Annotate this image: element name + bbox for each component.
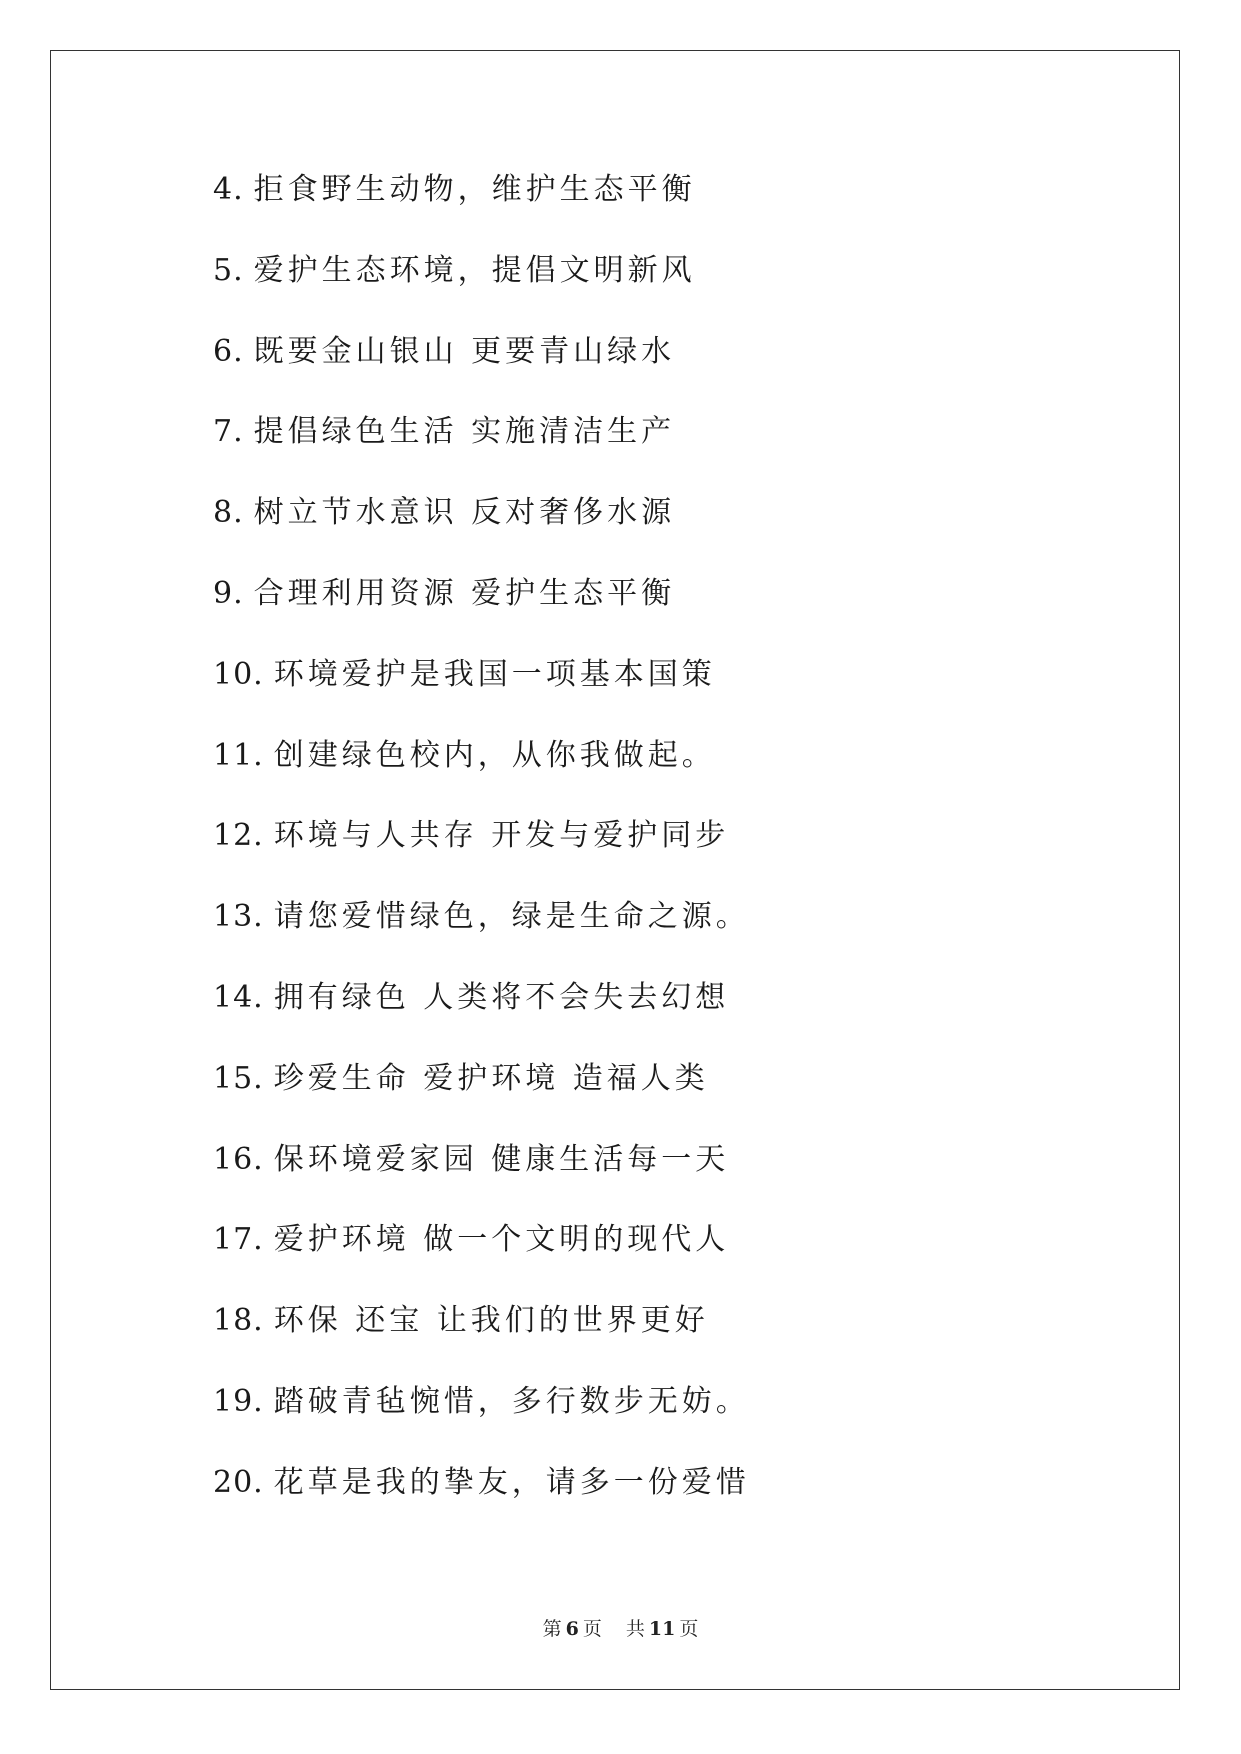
item-number: 5. — [213, 252, 244, 288]
item-text: 珍爱生命 爱护环境 造福人类 — [273, 1060, 709, 1096]
item-number: 4. — [213, 172, 244, 207]
slogan-item-6 — [213, 330, 750, 411]
item-number: 8. — [213, 495, 244, 531]
total-suffix: 页 — [679, 1618, 699, 1640]
item-number: 16. — [213, 1141, 264, 1177]
slogan-item-7 — [213, 410, 750, 491]
item-text: 环境与人共存 开发与爱护同步 — [273, 818, 730, 854]
slogan-item-15 — [213, 1057, 750, 1138]
item-number: 7. — [213, 414, 244, 450]
item-number: 11. — [213, 737, 264, 773]
item-text: 拒食野生动物，维护生态平衡 — [253, 172, 696, 207]
item-text: 保环境爱家园 健康生活每一天 — [273, 1141, 730, 1177]
item-text: 踏破青毡惋惜，多行数步无妨。 — [273, 1383, 750, 1419]
item-number: 14. — [213, 979, 264, 1015]
item-text: 既要金山银山 更要青山绿水 — [253, 333, 676, 369]
slogan-item-18 — [213, 1299, 750, 1380]
page-current: 6 — [565, 1618, 579, 1640]
item-text: 拥有绿色 人类将不会失去幻想 — [273, 979, 730, 1015]
page-total: 11 — [648, 1618, 676, 1640]
slogan-item-13 — [213, 895, 750, 976]
item-text: 合理利用资源 爱护生态平衡 — [253, 575, 676, 611]
slogan-item-4 — [213, 168, 750, 249]
slogan-item-8 — [213, 491, 750, 572]
slogan-item-14 — [213, 976, 750, 1057]
item-number: 19. — [213, 1383, 264, 1419]
item-text: 爱护环境 做一个文明的现代人 — [273, 1222, 730, 1258]
item-text: 爱护生态环境，提倡文明新风 — [253, 252, 696, 288]
item-number: 13. — [213, 899, 264, 935]
item-text: 请您爱惜绿色，绿是生命之源。 — [273, 899, 750, 935]
item-text: 创建绿色校内，从你我做起。 — [273, 737, 716, 773]
slogan-item-17 — [213, 1218, 750, 1299]
item-number: 9. — [213, 575, 244, 611]
item-number: 12. — [213, 818, 264, 854]
item-text: 环保 还宝 让我们的世界更好 — [273, 1303, 709, 1339]
item-text: 树立节水意识 反对奢侈水源 — [253, 495, 676, 531]
total-prefix: 共 — [625, 1618, 645, 1640]
slogan-item-12 — [213, 814, 750, 895]
item-number: 10. — [213, 656, 264, 692]
slogan-item-16 — [213, 1138, 750, 1219]
item-text: 花草是我的挚友，请多一份爱惜 — [273, 1464, 750, 1500]
slogan-item-11 — [213, 734, 750, 815]
slogan-item-20 — [213, 1461, 750, 1542]
page-suffix: 页 — [582, 1618, 602, 1640]
slogan-item-10 — [213, 653, 750, 734]
page-prefix: 第 — [542, 1618, 562, 1640]
item-number: 6. — [213, 333, 244, 369]
item-number: 15. — [213, 1060, 264, 1096]
slogan-item-5 — [213, 249, 750, 330]
page-footer — [0, 1614, 1241, 1641]
item-text: 环境爱护是我国一项基本国策 — [273, 656, 716, 692]
item-number: 17. — [213, 1222, 264, 1258]
slogan-item-19 — [213, 1380, 750, 1461]
item-number: 20. — [213, 1464, 264, 1500]
slogan-list — [213, 168, 750, 1542]
slogan-item-9 — [213, 572, 750, 653]
item-number: 18. — [213, 1303, 264, 1339]
item-text: 提倡绿色生活 实施清洁生产 — [253, 414, 676, 450]
